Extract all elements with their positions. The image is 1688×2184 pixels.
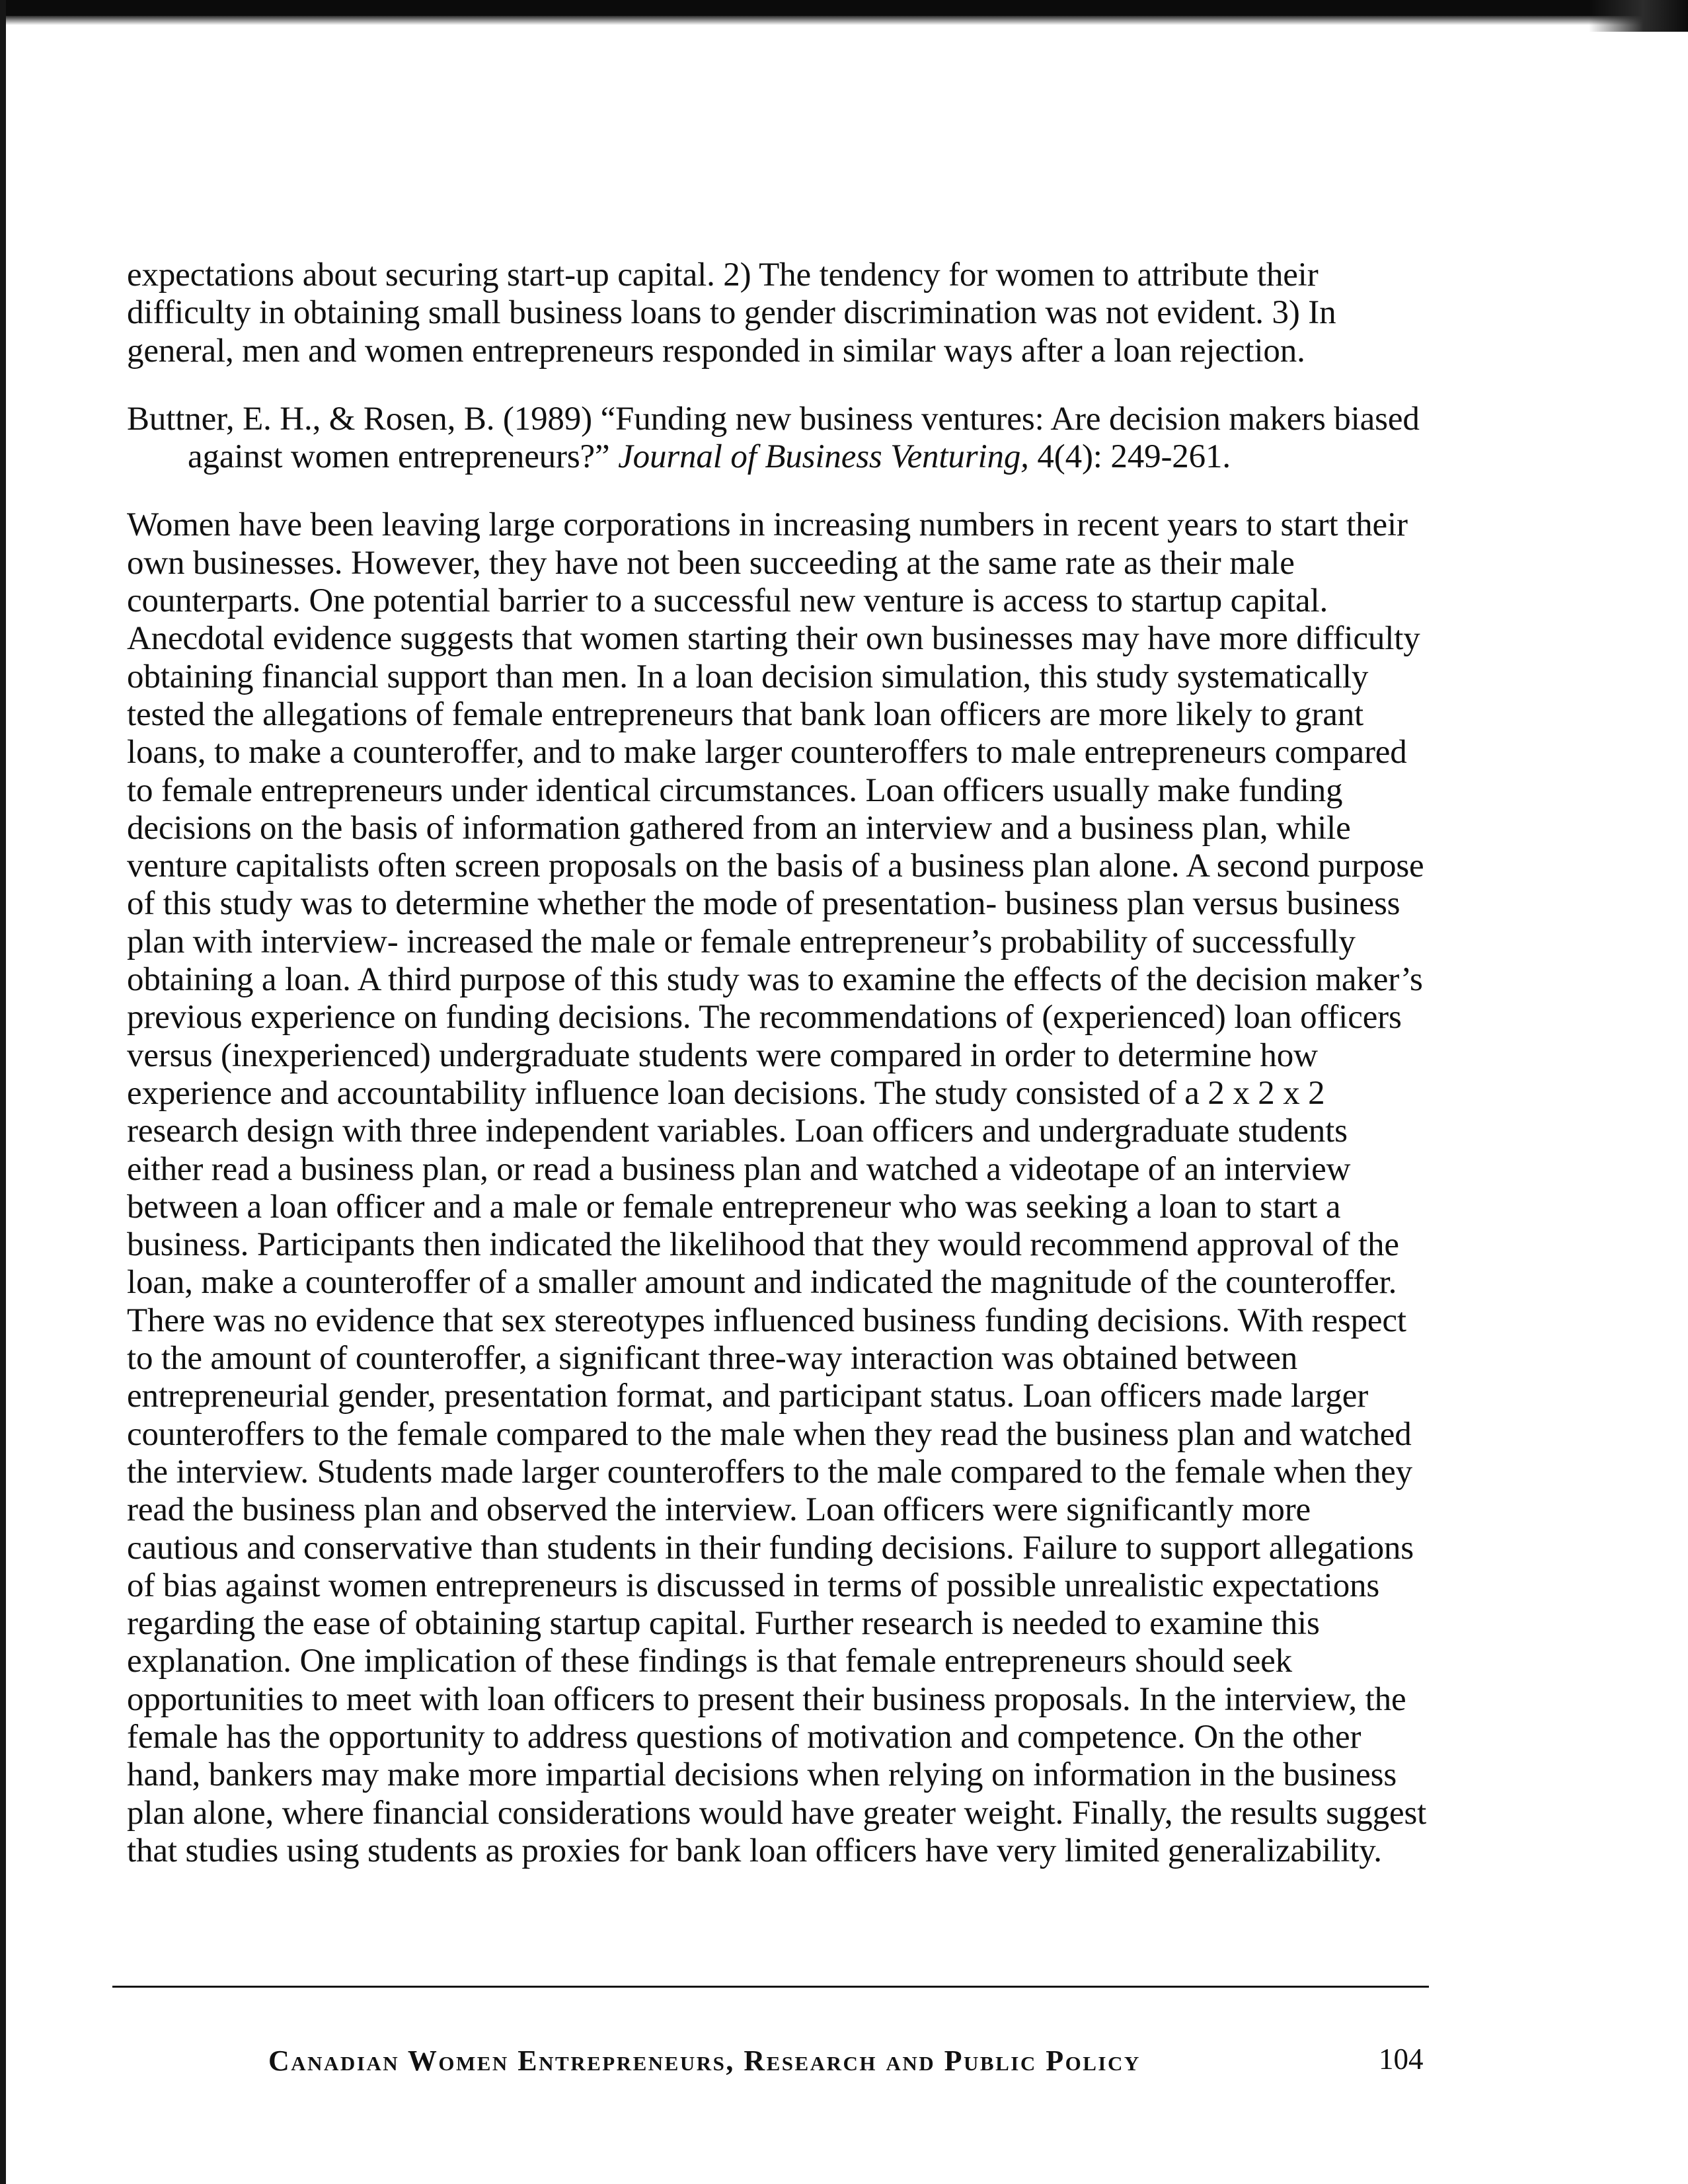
abstract-paragraph: Women have been leaving large corporations in increasing numbers in recent years to start their own businesses. However, they have not been succeeding at the same rate as their male counterparts. One potential barrier to a successful new venture is access to startup capital. Anecdotal evidence suggests that women starting their own businesses may have more difficulty obtaining financial support than men. In a loan decision simulation, this study systematically tested the allegations of female entrepreneurs that bank loan officers are more likely to grant loans, to make a counteroffer, and to make larger counteroffers to male entrepreneurs compared to female entrepreneurs under identical circumstances. Loan officers usually make funding decisions on the basis of information gathered from an interview and a business plan, while venture capitalists often screen proposals on the basis of a business plan alone. A second purpose of this study was to determine whether the mode of presentation- business plan versus business plan with interview- increased the male or female entrepreneur’s probability of successfully obtaining a loan. A third purpose of this study was to examine the effects of the decision maker’s previous experience on funding decisions. The recommendations of (experienced) loan officers versus (inexperienced) undergraduate students were compared in order to determine how experience and accountability influence loan decisions. The study consisted of a 2 x 2 x 2 research design with three independent variables. Loan officers and undergraduate students either read a business plan, or read a business plan and watched a videotape of an interview between a loan officer and a male or female entrepreneur who was seeking a loan to start a business. Participants then indicated the likelihood that they would recommend approval of the loan, make a counteroffer of a smaller amount and indicated the magnitude of the counteroffer. There was no evidence that sex stereotypes influenced business funding decisions. With respect to the amount of counteroffer, a significant three-way interaction was obtained between entrepreneurial gender, presentation format, and participant status. Loan officers made larger counteroffers to the female compared to the male when they read the business plan and watched the interview. Students made larger counteroffers to the male compared to the female when they read the business plan and observed the interview. Loan officers were significantly more cautious and conservative than students in their funding decisions. Failure to support allegations of bias against women entrepreneurs is discussed in terms of possible unrealistic expectations regarding the ease of obtaining startup capital. Further research is needed to examine this explanation. One implication of these findings is that female entrepreneurs should seek opportunities to meet with loan officers to present their business proposals. In the interview, the female has the opportunity to address questions of motivation and competence. On the other hand, bankers may make more impartial decisions when relying on information in the business plan alone, where financial considerations would have greater weight. Finally, the results suggest that studies using students as proxies for bank loan officers have very limited generalizability. [127, 506, 1427, 1869]
citation-authors-title: Buttner, E. H., & Rosen, B. (1989) “Funding new business ventures: Are decision makers biased against women entrepreneurs?” [127, 400, 1420, 476]
citation-journal: Journal of Business Venturing, [618, 438, 1029, 476]
footer-rule [112, 1986, 1429, 1988]
page-number: 104 [1379, 2043, 1424, 2076]
continued-paragraph: expectations about securing start-up capital. 2) The tendency for women to attribute their difficulty in obtaining small business loans to gender discrimination was not evident. 3) In general, men and women entrepreneurs responded in similar ways after a loan rejection. [127, 256, 1336, 370]
scan-top-shadow [0, 16, 1688, 25]
scan-left-edge [0, 0, 6, 2184]
page-body [127, 256, 1429, 1870]
footer-title: Canadian Women Entrepreneurs, Research and Public Policy [268, 2045, 1141, 2077]
scan-top-edge [0, 0, 1688, 16]
citation-volume-pages: 4(4): 249-261. [1037, 438, 1231, 476]
citation [127, 401, 1429, 477]
page-corner-shadow [1589, 0, 1688, 32]
